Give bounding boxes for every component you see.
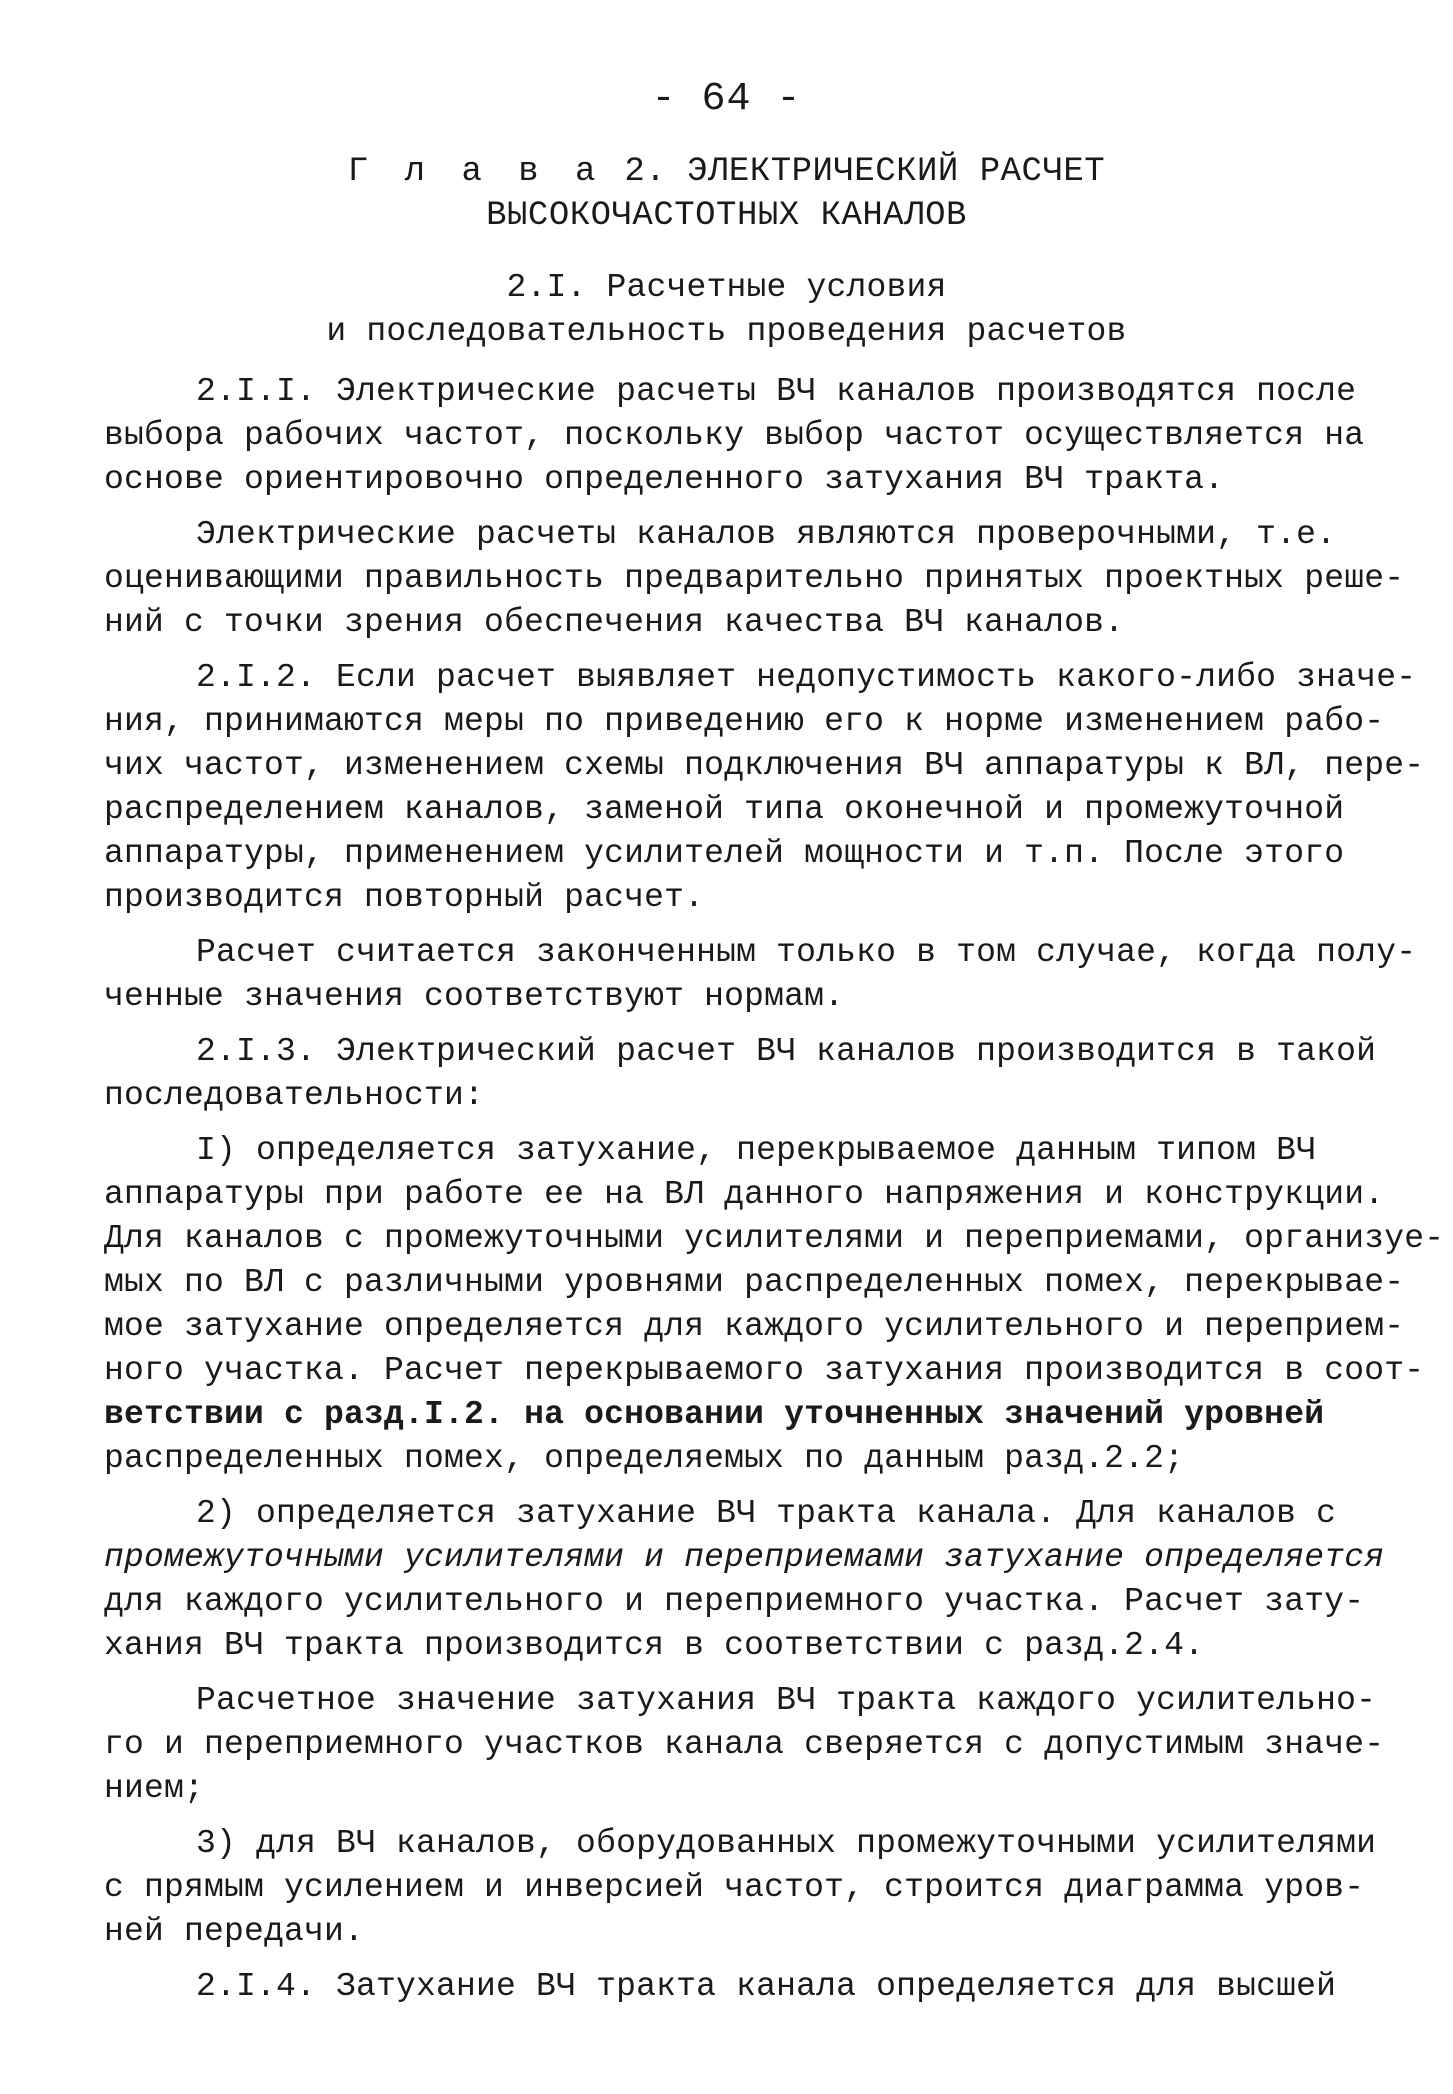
- text-line: I) определяется затухание, перекрываемое данным типом ВЧ: [196, 1132, 1317, 1169]
- text-line: ного участка. Расчет перекрываемого затухания производится в соот-: [104, 1352, 1425, 1389]
- text-line: выбора рабочих частот, поскольку выбор частот осуществляется на: [104, 417, 1365, 454]
- text-line: оценивающими правильность предварительно принятых проектных реше-: [104, 560, 1405, 597]
- text-line: 3) для ВЧ каналов, оборудованных промежуточными усилителями: [196, 1825, 1377, 1862]
- text-line: 2.I.2. Если расчет выявляет недопустимость какого-либо значе-: [196, 659, 1417, 696]
- text-line: ветствии с разд.I.2. на основании уточненных значений уровней: [104, 1396, 1325, 1433]
- text-line: для каждого усилительного и переприемного участка. Расчет зату-: [104, 1583, 1365, 1620]
- text-line: распределенных помех, определяемых по данным разд.2.2;: [104, 1440, 1185, 1477]
- chapter-label: Г л а в а: [347, 153, 604, 191]
- text-line: промежуточными усилителями и переприемами затухание определяется: [104, 1539, 1385, 1576]
- text-line: чих частот, изменением схемы подключения ВЧ аппаратуры к ВЛ, пере-: [104, 747, 1425, 784]
- text-line: ния, принимаются меры по приведению его к норме изменением рабо-: [104, 703, 1385, 740]
- text-line: последовательности:: [104, 1077, 485, 1114]
- text-line: 2) определяется затухание ВЧ тракта канала. Для каналов с: [196, 1495, 1337, 1532]
- text-line: ней передачи.: [104, 1913, 365, 1950]
- chapter-title-line-2: ВЫСОКОЧАСТОТНЫХ КАНАЛОВ: [486, 197, 967, 235]
- text-line: Расчетное значение затухания ВЧ тракта каждого усилительно-: [196, 1682, 1377, 1719]
- text-line: 2.I.I. Электрические расчеты ВЧ каналов производятся после: [196, 373, 1357, 410]
- page-number: - 64 -: [651, 77, 802, 122]
- text-line: мых по ВЛ с различными уровнями распределенных помех, перекрывае-: [104, 1264, 1405, 1301]
- section-title-line-2: и последовательность проведения расчетов: [326, 313, 1127, 350]
- text-line: Для каналов с промежуточными усилителями и переприемами, организуе-: [104, 1220, 1445, 1257]
- text-line: основе ориентировочно определенного затухания ВЧ тракта.: [104, 461, 1225, 498]
- text-line: ченные значения соответствуют нормам.: [104, 978, 845, 1015]
- chapter-title-text: 2. ЭЛЕКТРИЧЕСКИЙ РАСЧЕТ: [624, 153, 1106, 191]
- text-line: Расчет считается законченным только в том случае, когда полу-: [196, 934, 1417, 971]
- text-line: с прямым усилением и инверсией частот, строится диаграмма уров-: [104, 1869, 1365, 1906]
- text-line: го и переприемного участков канала сверяется с допустимым значе-: [104, 1726, 1385, 1763]
- text-line: нием;: [104, 1770, 205, 1807]
- text-line: ний с точки зрения обеспечения качества ВЧ каналов.: [104, 604, 1125, 641]
- text-line: Электрические расчеты каналов являются проверочными, т.е.: [196, 516, 1337, 553]
- text-line: мое затухание определяется для каждого усилительного и переприем-: [104, 1308, 1405, 1345]
- text-line: аппаратуры, применением усилителей мощности и т.п. После этого: [104, 835, 1345, 872]
- text-line: производится повторный расчет.: [104, 879, 705, 916]
- text-line: 2.I.4. Затухание ВЧ тракта канала определяется для высшей: [196, 1968, 1337, 2005]
- text-line: аппаратуры при работе ее на ВЛ данного напряжения и конструкции.: [104, 1176, 1385, 1213]
- section-title-line-1: 2.I. Расчетные условия: [506, 269, 947, 306]
- text-line: распределением каналов, заменой типа оконечной и промежуточной: [104, 791, 1345, 828]
- text-line: хания ВЧ тракта производится в соответствии с разд.2.4.: [104, 1627, 1205, 1664]
- chapter-title-line-1: [0, 152, 1453, 192]
- text-line: 2.I.3. Электрический расчет ВЧ каналов производится в такой: [196, 1033, 1377, 1070]
